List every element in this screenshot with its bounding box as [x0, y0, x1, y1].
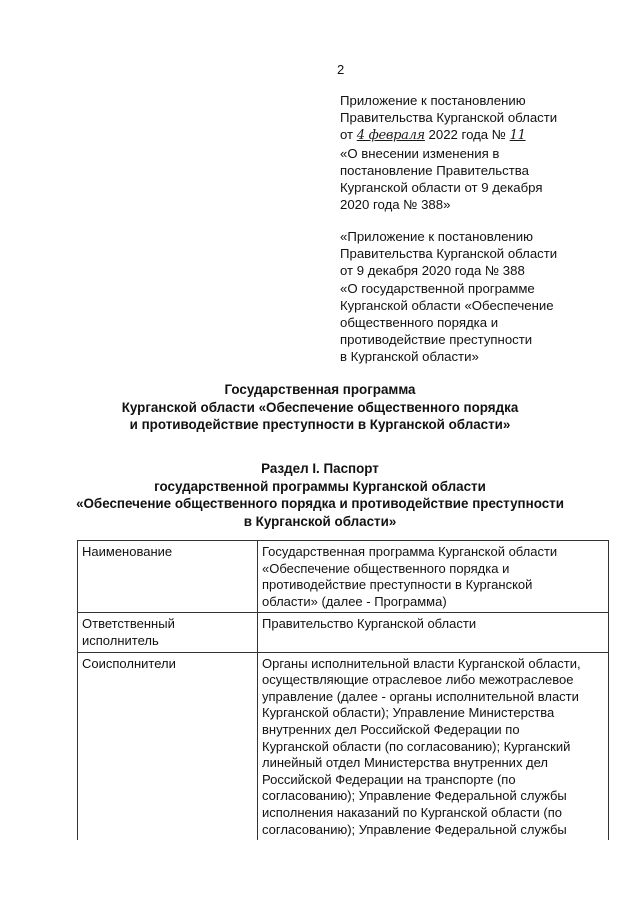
- row-label-cell: [78, 541, 258, 613]
- section-title-line: Раздел I. Паспорт: [261, 461, 379, 476]
- row-value-line: согласованию); Управление Федеральной службы: [262, 788, 567, 804]
- appendix-amendment-block: [340, 92, 600, 213]
- row-value-cell: [258, 541, 609, 613]
- appendix-line: Приложение к постановлению: [340, 93, 526, 108]
- appendix-line: «О внесении изменения в: [340, 145, 500, 161]
- appendix-line: «Приложение к постановлению: [340, 229, 533, 244]
- table-row: [78, 541, 609, 613]
- row-value-line: Государственная программа Курганской области: [262, 544, 558, 559]
- row-label: исполнитель: [82, 632, 159, 648]
- row-value-line: управление (далее - органы исполнительной власти: [262, 688, 579, 704]
- page-number: 2: [337, 62, 345, 77]
- row-value-cell: [258, 613, 609, 652]
- row-value-line: линейный отдел Министерства внутренних дел: [262, 755, 549, 771]
- handwritten-number: 11: [509, 128, 526, 144]
- program-title: [0, 381, 640, 434]
- appendix-line: общественного порядка и: [340, 315, 499, 331]
- appendix-line: Правительства Курганской области: [340, 110, 558, 126]
- row-value-line: Правительство Курганской области: [262, 616, 477, 632]
- appendix-line: от 9 декабря 2020 года № 388: [340, 263, 525, 279]
- row-label: Наименование: [82, 544, 173, 559]
- date-prefix: от: [340, 127, 354, 143]
- appendix-line: постановление Правительства: [340, 162, 529, 178]
- appendix-date-line: [340, 126, 600, 144]
- row-value-line: противодействие преступности в Курганской: [262, 577, 533, 593]
- appendix-line: «О государственной программе: [340, 280, 535, 296]
- row-value-line: Российской Федерации на транспорте (по: [262, 771, 516, 787]
- row-value-line: внутренних дел Российской Федерации по: [262, 721, 520, 737]
- appendix-line: 2020 года № 388»: [340, 197, 451, 213]
- program-title-line: Государственная программа: [224, 382, 416, 397]
- row-value-line: осуществляющие отраслевое либо межотраслевое: [262, 672, 574, 688]
- section-title-line: в Курганской области»: [243, 513, 397, 529]
- date-suffix: 2022 года №: [428, 127, 506, 143]
- appendix-line: противодействие преступности: [340, 332, 533, 348]
- row-value-cell: [258, 652, 609, 840]
- row-label-cell: [78, 613, 258, 652]
- row-value-line: согласованию); Управление Федеральной службы: [262, 821, 567, 837]
- row-value-line: Органы исполнительной власти Курганской области,: [262, 655, 581, 671]
- program-title-line: и противодействие преступности в Курганской области»: [129, 417, 511, 432]
- row-value-line: Курганской области); Управление Министерства: [262, 705, 555, 721]
- appendix-original-block: [340, 228, 600, 366]
- program-title-line: Курганской области «Обеспечение общественного порядка: [121, 399, 519, 415]
- row-label: Соисполнители: [82, 655, 176, 671]
- table-row: [78, 652, 609, 840]
- passport-table: [77, 540, 609, 840]
- appendix-line: Правительства Курганской области: [340, 246, 558, 262]
- appendix-line: в Курганской области»: [340, 349, 479, 365]
- row-label: Ответственный: [82, 616, 175, 632]
- section-title: [0, 460, 640, 530]
- row-value-line: Курганской области (по согласованию); Курганский: [262, 738, 571, 754]
- row-label-cell: [78, 652, 258, 840]
- appendix-line: Курганской области «Обеспечение: [340, 297, 554, 313]
- section-title-line: «Обеспечение общественного порядка и противодействие преступности: [76, 496, 564, 511]
- appendix-line: Курганской области от 9 декабря: [340, 180, 543, 196]
- row-value-line: исполнения наказаний по Курганской области (по: [262, 804, 562, 820]
- table-row: [78, 613, 609, 652]
- section-title-line: государственной программы Курганской области: [154, 478, 486, 494]
- row-value-line: «Обеспечение общественного порядка и: [262, 560, 510, 576]
- row-value-line: области» (далее - Программа): [262, 593, 447, 609]
- handwritten-date: 4 февраля: [356, 128, 425, 144]
